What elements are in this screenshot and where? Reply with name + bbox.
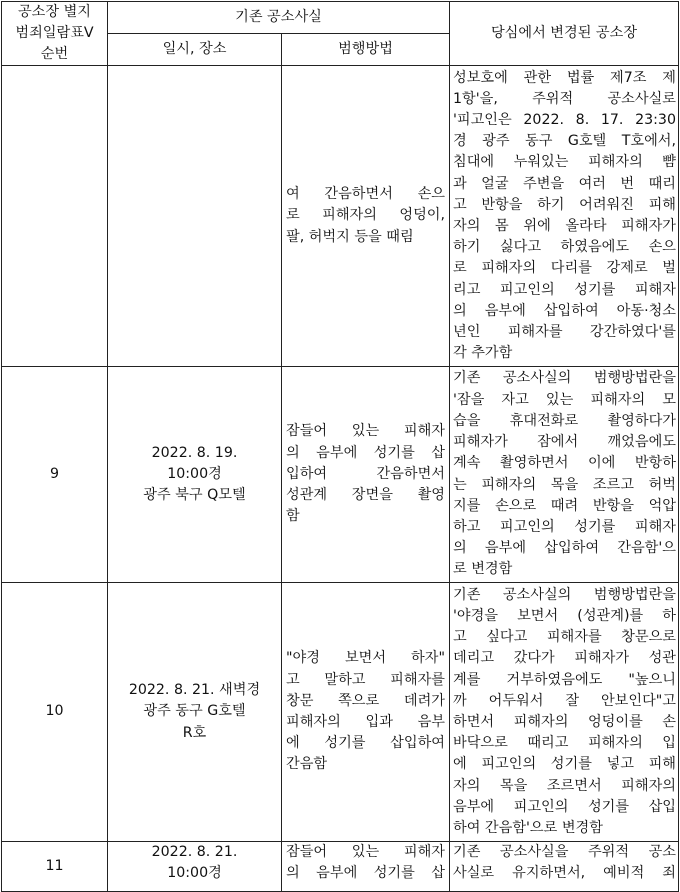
row-number: 9 bbox=[2, 367, 108, 583]
changed-line: 기존 공소사실을 주위적 공소 bbox=[453, 844, 676, 860]
changed-line: 리고 피고인의 성기를 피해자 bbox=[453, 281, 676, 298]
method-line: "야경 보면서 하자" bbox=[286, 650, 445, 667]
changed-line: 과 얼굴 주변을 여러 번 때리 bbox=[453, 175, 676, 192]
row-method bbox=[282, 367, 450, 583]
row-method bbox=[282, 842, 450, 892]
changed-line: 는 피해자의 목을 조르고 허벅 bbox=[453, 476, 676, 493]
row-method bbox=[282, 66, 450, 367]
method-line: 간음함 bbox=[286, 756, 328, 773]
changed-line: 지를 손으로 때려 반항을 억압 bbox=[453, 497, 676, 514]
changed-line: 로 변경함 bbox=[453, 561, 513, 578]
row-number: 11 bbox=[2, 842, 108, 892]
method-line: 고 말하고 피해자를 bbox=[286, 671, 445, 688]
date-line: 광주 동구 G호텔 bbox=[143, 703, 246, 720]
method-line: 함 bbox=[286, 508, 300, 525]
method-line: 의 음부에 성기를 삽 bbox=[286, 444, 445, 461]
row-datetime-place bbox=[108, 583, 282, 842]
method-line: 입하여 간음하면서 bbox=[286, 465, 445, 482]
changed-line: 데리고 갔다가 피해자가 성관 bbox=[453, 650, 676, 667]
header-sequence-line3: 순번 bbox=[40, 46, 69, 62]
table-row bbox=[2, 66, 679, 367]
changed-line: 기존 공소사실의 범행방법란을 bbox=[453, 586, 676, 603]
changed-line: 음부에 피고인의 성기를 삽입 bbox=[453, 798, 676, 815]
changed-line: 자의 몸 위에 올라타 피해자가 bbox=[453, 218, 676, 234]
row-changed-indictment bbox=[450, 66, 679, 367]
changed-line: 하면서 피해자의 엉덩이를 손 bbox=[453, 714, 676, 730]
header-method: 범행방법 bbox=[282, 34, 450, 66]
method-line: 성관계 장면을 촬영 bbox=[286, 487, 445, 504]
changed-line: 고 싶다고 피해자를 창문으로 bbox=[453, 629, 676, 646]
method-line: 창문 쪽으로 데려가 bbox=[286, 692, 445, 709]
method-line: 팔, 허벅지 등을 때림 bbox=[286, 228, 414, 245]
changed-line: 까 어두워서 잘 안보인다"고 bbox=[453, 692, 676, 709]
changed-line: 고 반항을 하기 어려워진 피해 bbox=[453, 196, 676, 213]
changed-line: 1항'을, 주위적 공소사실로 bbox=[453, 90, 676, 107]
row-number bbox=[2, 66, 108, 367]
table-row bbox=[2, 583, 679, 842]
changed-line: 의 음부에 삽입하여 간음함'으 bbox=[453, 540, 676, 557]
method-line: 에 성기를 삽입하여 bbox=[286, 735, 445, 752]
row-changed-indictment bbox=[450, 583, 679, 842]
date-line: R호 bbox=[182, 724, 207, 741]
header-original-facts: 기존 공소사실 bbox=[108, 2, 450, 34]
changed-line: 바닥으로 때리고 피해자의 입 bbox=[453, 735, 676, 752]
method-line: 로 피해자의 엉덩이, bbox=[286, 207, 445, 224]
row-changed-indictment bbox=[450, 367, 679, 583]
changed-line: 에 피고인의 성기를 넣고 피해 bbox=[453, 756, 676, 773]
row-datetime-place bbox=[108, 367, 282, 583]
changed-line: 의 음부에 삽입하여 아동·청소 bbox=[453, 302, 676, 319]
date-line: 2022. 8. 19. bbox=[151, 444, 238, 461]
changed-line: 하여 간음함'으로 변경함 bbox=[453, 820, 603, 837]
changed-line: 피해자가 잠에서 깨었음에도 bbox=[453, 434, 676, 451]
changed-line: 성보호에 관한 법률 제7조 제 bbox=[453, 69, 676, 86]
changed-line: 경 광주 동구 G호텔 T호에서, bbox=[453, 133, 676, 150]
changed-line: 사실로 유지하면서, 예비적 죄 bbox=[453, 865, 676, 882]
changed-line: 계를 거부하였음에도 "높으니 bbox=[453, 671, 676, 688]
changed-line: '야경을 보면서 (성관계)를 하 bbox=[453, 607, 676, 624]
date-line: 광주 북구 Q모텔 bbox=[143, 487, 246, 504]
changed-line: 계속 촬영하면서 이에 반항하 bbox=[453, 455, 676, 472]
row-datetime-place bbox=[108, 66, 282, 367]
changed-line: 자의 목을 조르면서 피해자의 bbox=[453, 777, 676, 794]
method-line: 잠들어 있는 피해자 bbox=[286, 423, 445, 440]
indictment-comparison-table bbox=[1, 1, 679, 892]
changed-line: 각 추가함 bbox=[453, 345, 513, 362]
changed-line: 침대에 누워있는 피해자의 뺨 bbox=[453, 154, 676, 171]
changed-line: 년인 피해자를 강간하였다'를 bbox=[453, 324, 676, 341]
changed-line: 하기 싫다고 하였음에도 손으 bbox=[453, 239, 676, 256]
method-line: 피해자의 입과 음부 bbox=[286, 714, 445, 730]
method-line: 잠들어 있는 피해자 bbox=[286, 844, 445, 860]
date-line: 10:00경 bbox=[167, 465, 222, 482]
header-sequence-line2: 범죄일람표Ⅴ bbox=[15, 25, 94, 41]
row-datetime-place bbox=[108, 842, 282, 892]
changed-line: 습을 휴대전화로 촬영하다가 bbox=[453, 412, 676, 429]
changed-line: 기존 공소사실의 범행방법란을 bbox=[453, 370, 676, 387]
changed-line: 하고 피고인의 성기를 피해자 bbox=[453, 518, 676, 535]
changed-line: 로 피해자의 다리를 강제로 벌 bbox=[453, 260, 676, 277]
row-changed-indictment bbox=[450, 842, 679, 892]
date-line: 2022. 8. 21. 새벽경 bbox=[128, 682, 261, 699]
method-line: 여 간음하면서 손으 bbox=[286, 186, 445, 203]
date-line: 2022. 8. 21. bbox=[151, 844, 238, 860]
method-line: 의 음부에 성기를 삽 bbox=[286, 865, 445, 882]
date-line: 10:00경 bbox=[167, 865, 222, 882]
changed-line: '피고인은 2022. 8. 17. 23:30 bbox=[453, 111, 676, 128]
header-datetime-place: 일시, 장소 bbox=[108, 34, 282, 66]
header-sequence-line1: 공소장 별지 bbox=[17, 4, 92, 20]
row-method bbox=[282, 583, 450, 842]
header-sequence-number bbox=[2, 2, 108, 66]
changed-line: '잠을 자고 있는 피해자의 모 bbox=[453, 391, 676, 408]
row-number: 10 bbox=[2, 583, 108, 842]
table-row bbox=[2, 367, 679, 583]
table-row bbox=[2, 842, 679, 892]
header-changed-indictment: 당심에서 변경된 공소장 bbox=[450, 2, 679, 66]
